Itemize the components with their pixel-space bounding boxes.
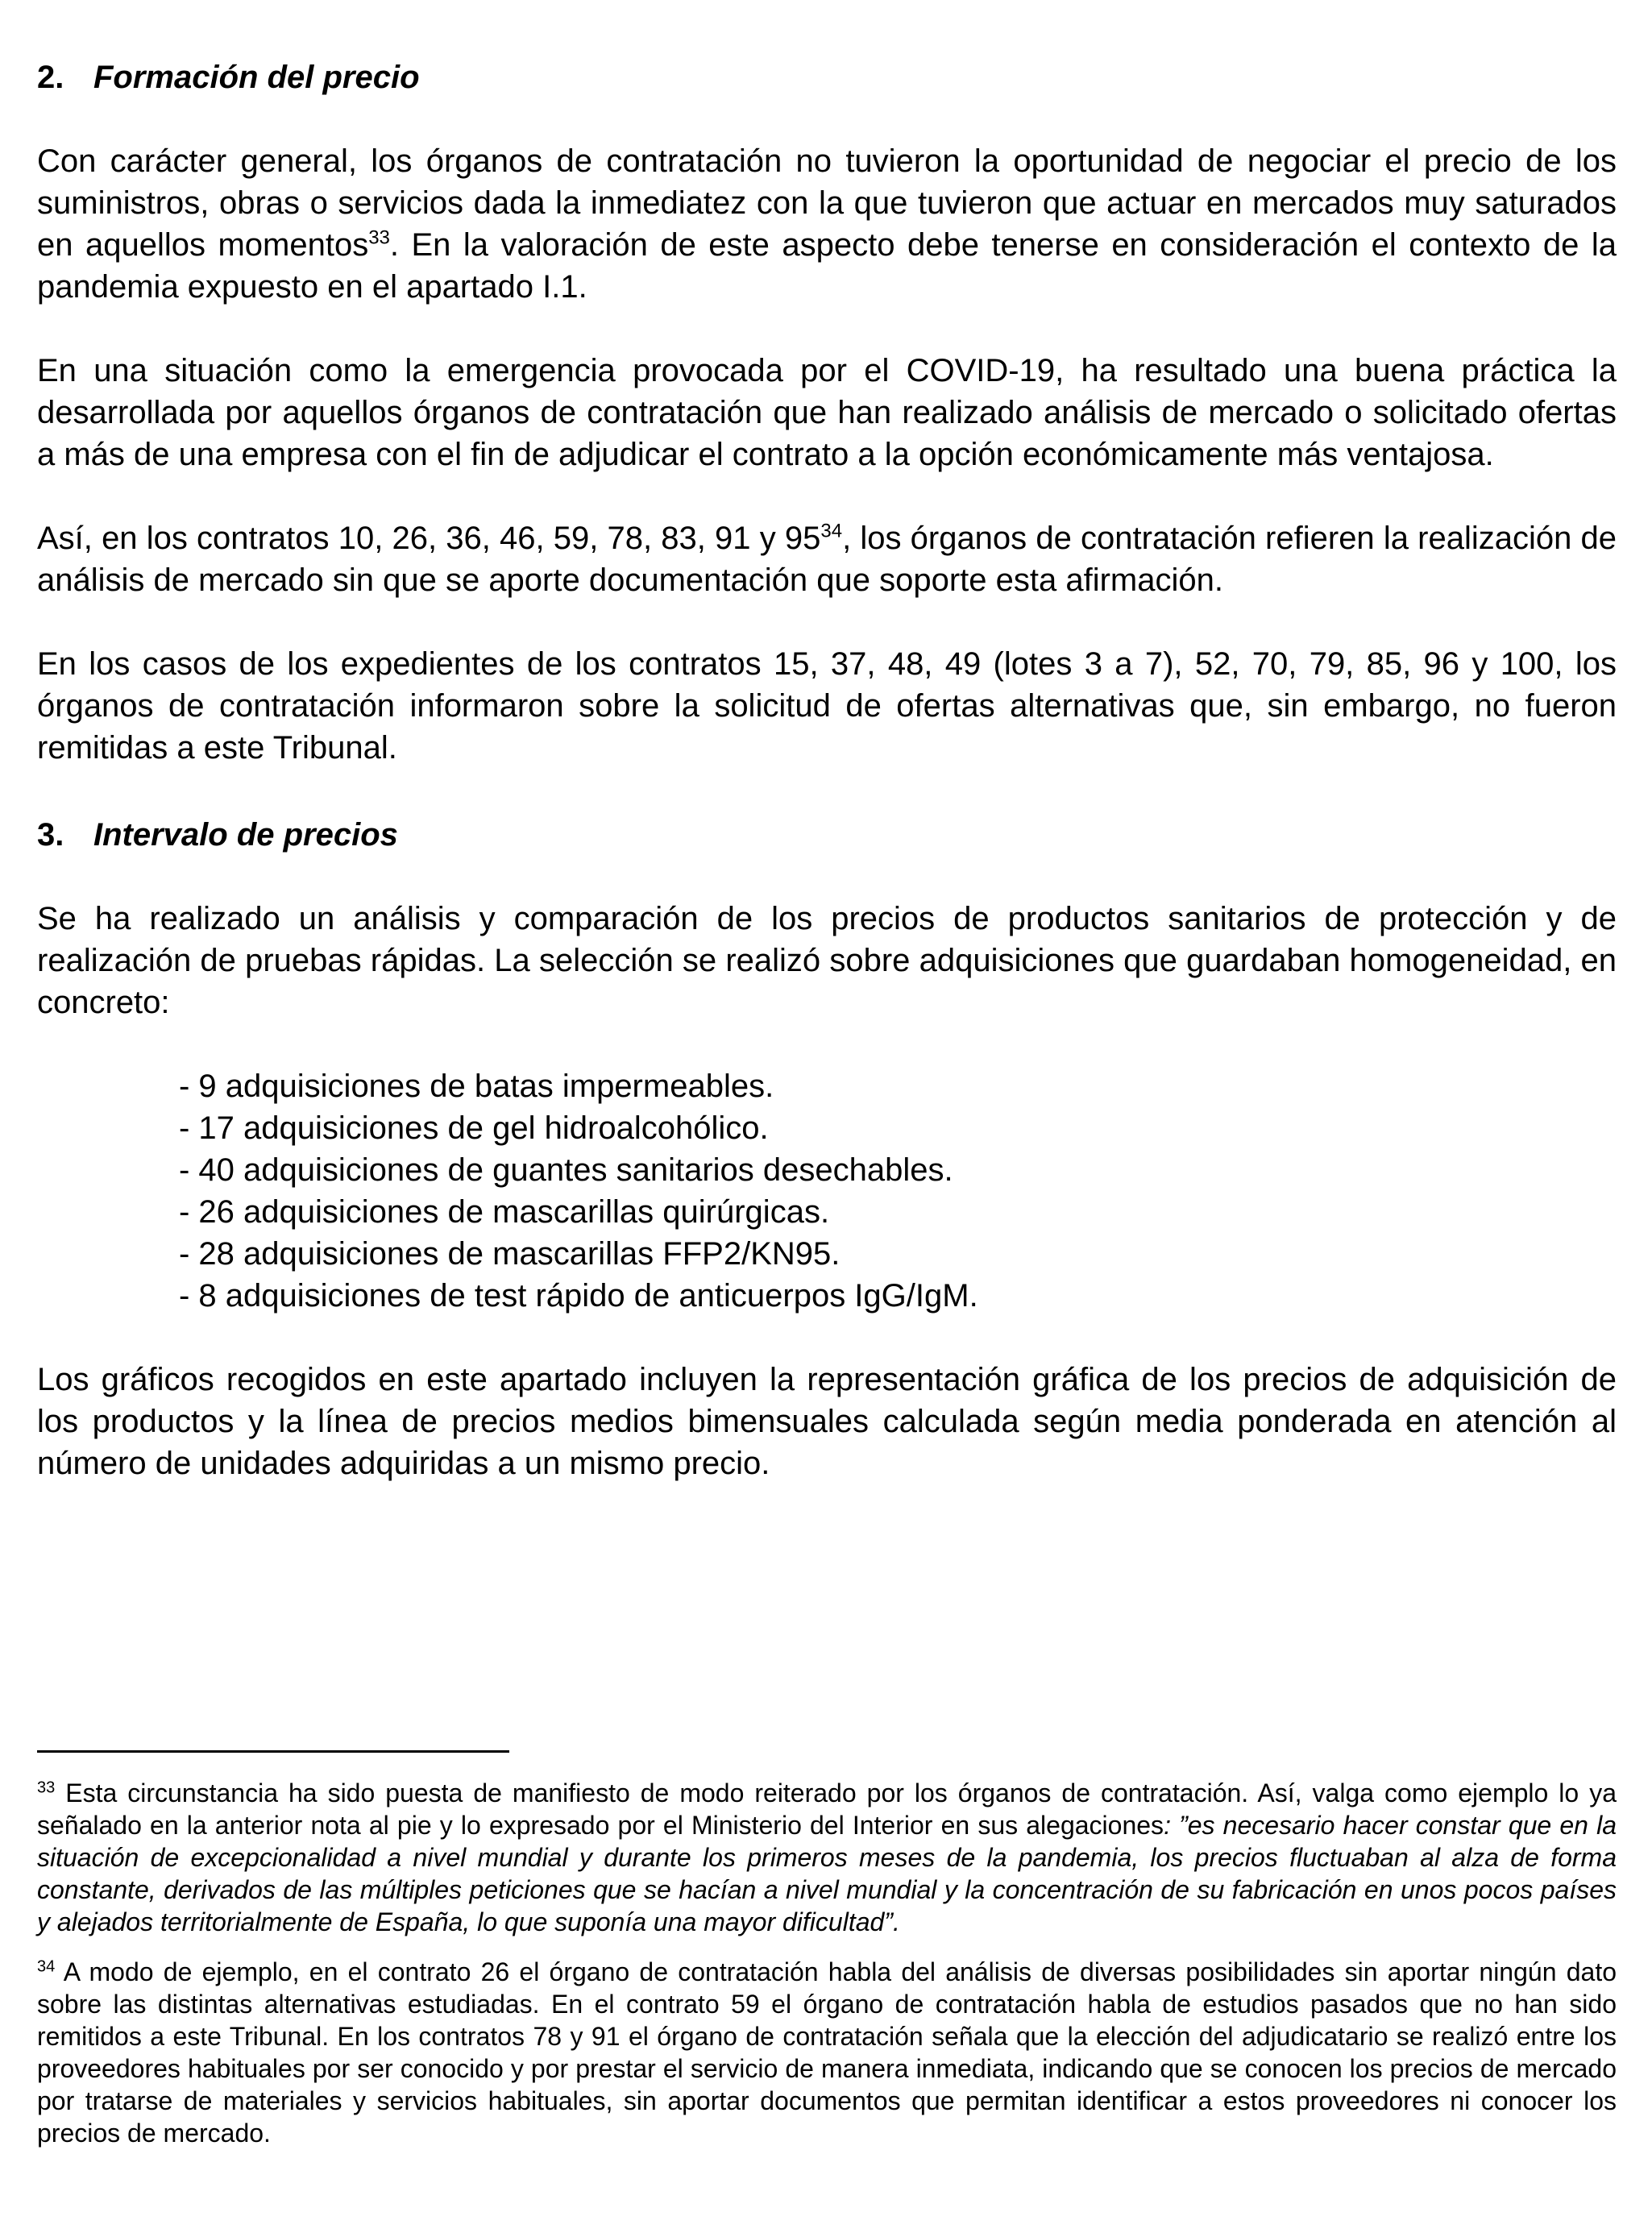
paragraph-text: . En la valoración de este aspecto debe tenerse en consideración el contexto de la pandemia expuesto en el apartado I.1. xyxy=(37,227,1617,305)
paragraph-text: Con carácter general, los órganos de contratación no tuvieron la oportunidad de negociar el precio de los suministros, obras o servicios dada la inmediatez con la que tuvieron que actuar en mercados muy saturados en aquellos momentos xyxy=(37,143,1617,263)
footnote-text: Esta circunstancia ha sido puesta de manifiesto de modo reiterado por los órganos de contratación. Así, valga como ejemplo lo ya señalado en la anterior nota al pie y lo expresado por el Ministerio del Interior en sus alegaciones xyxy=(37,1778,1617,1840)
section-title: Intervalo de precios xyxy=(93,817,398,853)
paragraph-text: Así, en los contratos 10, 26, 36, 46, 59, 78, 83, 91 y 95 xyxy=(37,521,821,556)
section-title: Formación del precio xyxy=(93,60,420,95)
paragraph: Se ha realizado un análisis y comparación de los precios de productos sanitarios de protección y de realización de pruebas rápidas. La selección se realizó sobre adquisiciones que guardaban homogeneidad, en concreto: xyxy=(37,901,1617,1020)
paragraph-text: , los órganos de contratación refieren la realización de análisis de mercado sin que se aporte documentación que soporte esta afirmación. xyxy=(37,521,1617,598)
acquisitions-list xyxy=(37,1065,1617,1317)
section-heading-formacion xyxy=(37,56,1617,98)
footnote-ref-33[interactable]: 33 xyxy=(368,226,390,249)
list-item: - 8 adquisiciones de test rápido de anticuerpos IgG/IgM. xyxy=(179,1278,978,1314)
paragraph: Los gráficos recogidos en este apartado incluyen la representación gráfica de los precios de adquisición de los productos y la línea de precios medios bimensuales calculada según media ponderada en atención al número de unidades adquiridas a un mismo precio. xyxy=(37,1362,1617,1481)
footnote-number: 34 xyxy=(37,1957,56,1976)
footnote-separator xyxy=(37,1750,509,1753)
list-item: - 17 adquisiciones de gel hidroalcohólico. xyxy=(179,1110,769,1146)
footnote-number: 33 xyxy=(37,1778,56,1797)
footnote-text: A modo de ejemplo, en el contrato 26 el órgano de contratación habla del análisis de diversas posibilidades sin aportar ningún dato sobre las distintas alternativas estudiadas. En el contrato 59 el órgano de contratación habla de estudios pasados que no han sido remitidos a este Tribunal. En los contratos 78 y 91 el órgano de contratación señala que la elección del adjudicatario se realizó entre los proveedores habituales por ser conocido y por prestar el servicio de manera inmediata, indicando que se conocen los precios de mercado por tratarse de materiales y servicios habituales, sin aportar documentos que permitan identificar a estos proveedores ni conocer los precios de mercado. xyxy=(37,1957,1617,2148)
list-item: - 26 adquisiciones de mascarillas quirúrgicas. xyxy=(179,1194,830,1230)
footnote-quote: : ”es necesario hacer constar que en la situación de excepcionalidad a nivel mundial y durante los primeros meses de la pandemia, los precios fluctuaban al alza de forma constante, derivados de las múltiples peticiones que se hacían a nivel mundial y la concentración de su fabricación en unos pocos países y alejados territorialmente de España, lo que suponía una mayor dificultad”. xyxy=(37,1811,1617,1936)
footnote-ref-34[interactable]: 34 xyxy=(820,520,843,542)
section-heading-intervalo xyxy=(37,814,1617,856)
section-number: 3. xyxy=(37,817,64,853)
section-number: 2. xyxy=(37,60,64,95)
paragraph: En los casos de los expedientes de los contratos 15, 37, 48, 49 (lotes 3 a 7), 52, 70, 79, 85, 96 y 100, los órganos de contratación informaron sobre la solicitud de ofertas alternativas que, sin embargo, no fueron remitidas a este Tribunal. xyxy=(37,646,1617,766)
paragraph: En una situación como la emergencia provocada por el COVID-19, ha resultado una buena práctica la desarrollada por aquellos órganos de contratación que han realizado análisis de mercado o solicitado ofertas a más de una empresa con el fin de adjudicar el contrato a la opción económicamente más ventajosa. xyxy=(37,353,1617,472)
paragraph xyxy=(37,140,1617,308)
list-item: - 9 adquisiciones de batas impermeables. xyxy=(179,1069,774,1104)
footnotes xyxy=(37,1750,1617,2149)
list-item: - 28 adquisiciones de mascarillas FFP2/KN95. xyxy=(179,1236,841,1272)
paragraph xyxy=(37,517,1617,601)
list-item: - 40 adquisiciones de guantes sanitarios desechables. xyxy=(179,1152,953,1188)
footnote-34 xyxy=(37,1956,1617,2149)
document-page xyxy=(37,56,1617,1484)
footnote-33 xyxy=(37,1777,1617,1938)
